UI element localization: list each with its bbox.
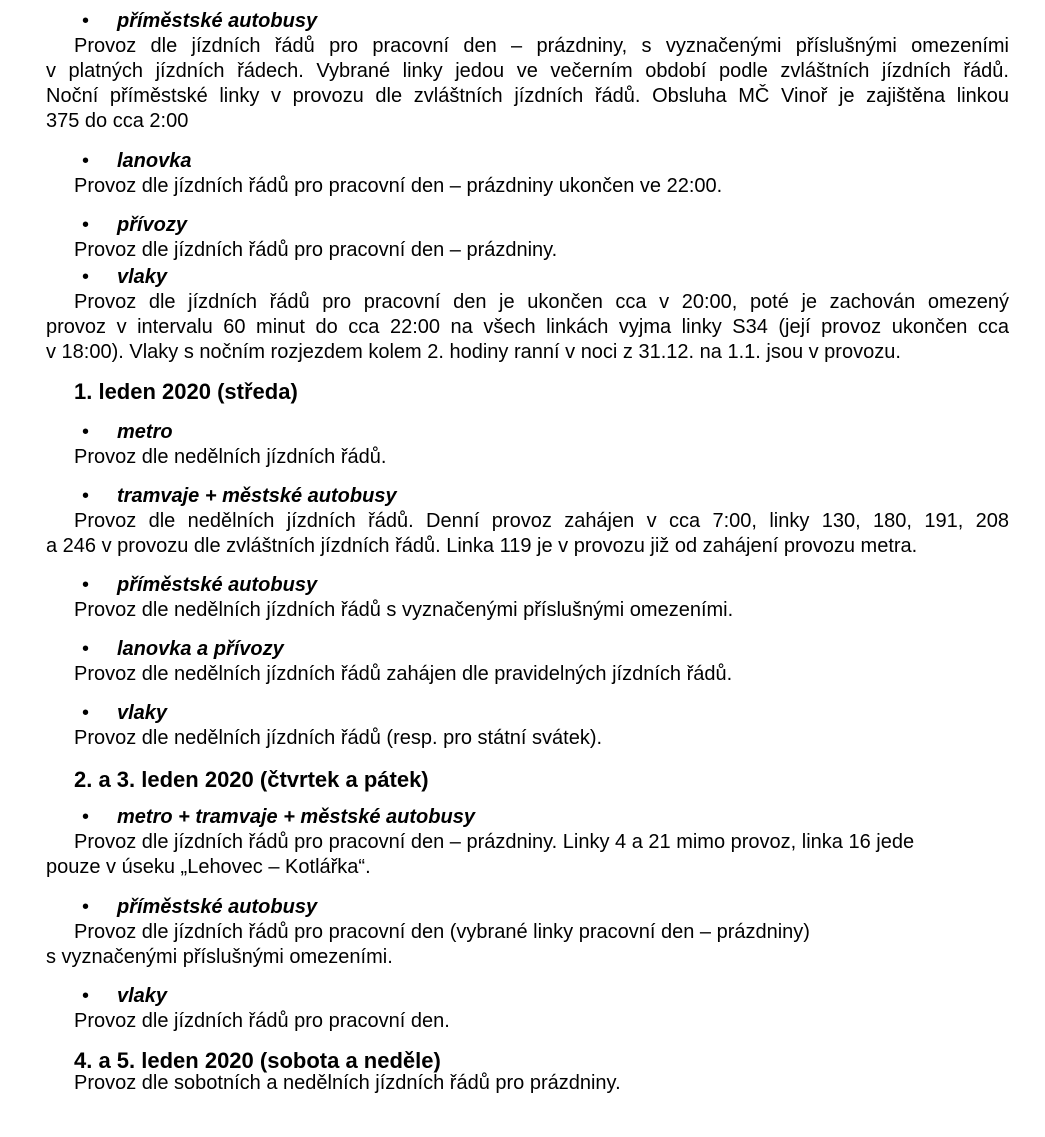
list-item (0, 420, 1045, 444)
list-item (0, 701, 1045, 725)
paragraph-line: 375 do cca 2:00 (46, 110, 189, 132)
list-item (0, 149, 1045, 173)
paragraph-line: Provoz dle jízdních řádů pro pracovní den (vybrané linky pracovní den – prázdniny) (74, 921, 810, 943)
bullet-icon: • (82, 421, 90, 443)
bullet-icon: • (82, 214, 90, 236)
bullet-icon: • (82, 266, 90, 288)
list-item (0, 805, 1045, 829)
paragraph-line: Provoz dle jízdních řádů pro pracovní den – prázdniny. Linky 4 a 21 mimo provoz, linka 16 jede (74, 831, 915, 853)
bullet-icon: • (82, 806, 90, 828)
list-item (0, 984, 1045, 1008)
paragraph-line: Provoz dle jízdních řádů pro pracovní den. (74, 1010, 450, 1032)
list-item-label: metro + tramvaje + městské autobusy (117, 806, 475, 828)
paragraph-line: a 246 v provozu dle zvláštních jízdních řádů. Linka 119 je v provozu již od zahájení provozu metra. (46, 535, 918, 557)
paragraph-line: Provoz dle nedělních jízdních řádů zahájen dle pravidelných jízdních řádů. (74, 663, 733, 685)
list-item-label: tramvaje + městské autobusy (117, 485, 397, 507)
list-item-label: přívozy (117, 214, 188, 236)
list-item (0, 265, 1045, 289)
paragraph-line: pouze v úseku „Lehovec – Kotlářka“. (46, 856, 371, 878)
list-item-label: vlaky (117, 702, 168, 724)
list-item (0, 484, 1045, 508)
paragraph-line: Provoz dle nedělních jízdních řádů. (74, 446, 387, 468)
paragraph-line: Provoz dle nedělních jízdních řádů (resp. pro státní svátek). (74, 727, 603, 749)
list-item-label: metro (117, 421, 173, 443)
paragraph-line: Provoz dle sobotních a nedělních jízdních řádů pro prázdniny. (74, 1072, 621, 1094)
paragraph-line: Noční příměstské linky v provozu dle zvláštních jízdních řádů. Obsluha MČ Vinoř je zajištěna linkou (46, 85, 1009, 107)
section-heading: 1. leden 2020 (středa) (74, 379, 298, 404)
paragraph-line: Provoz dle jízdních řádů pro pracovní den – prázdniny ukončen ve 22:00. (74, 175, 723, 197)
list-item-label: lanovka a přívozy (117, 638, 284, 660)
bullet-icon: • (82, 485, 90, 507)
paragraph-line: v 18:00). Vlaky s nočním rozjezdem kolem 2. hodiny ranní v noci z 31.12. na 1.1. jsou v provozu. (46, 341, 901, 363)
section-heading: 2. a 3. leden 2020 (čtvrtek a pátek) (74, 767, 429, 792)
bullet-icon: • (82, 574, 90, 596)
list-item-label: vlaky (117, 266, 168, 288)
bullet-icon: • (82, 702, 90, 724)
list-item-label: příměstské autobusy (117, 10, 318, 32)
paragraph-line: Provoz dle jízdních řádů pro pracovní den je ukončen cca v 20:00, poté je zachován omezený (74, 291, 1009, 313)
list-item (0, 573, 1045, 597)
list-item-label: příměstské autobusy (117, 896, 318, 918)
list-item (0, 9, 1045, 33)
paragraph-line: provoz v intervalu 60 minut do cca 22:00 na všech linkách vyjma linky S34 (její provoz ukončen cca (46, 316, 1009, 338)
bullet-icon: • (82, 10, 90, 32)
list-item (0, 895, 1045, 919)
paragraph-line: Provoz dle jízdních řádů pro pracovní den – prázdniny. (74, 239, 558, 261)
list-item-label: příměstské autobusy (117, 574, 318, 596)
paragraph-line: Provoz dle jízdních řádů pro pracovní den – prázdniny, s vyznačenými příslušnými omezeními (74, 35, 1009, 57)
list-item-label: lanovka (117, 150, 192, 172)
paragraph-line: v platných jízdních řádech. Vybrané linky jedou ve večerním období podle zvláštních jízdních řádů. (46, 60, 1009, 82)
section-heading: 4. a 5. leden 2020 (sobota a neděle) (74, 1048, 441, 1073)
bullet-icon: • (82, 896, 90, 918)
list-item (0, 637, 1045, 661)
bullet-icon: • (82, 985, 90, 1007)
paragraph-line: Provoz dle nedělních jízdních řádů s vyznačenými příslušnými omezeními. (74, 599, 734, 621)
list-item (0, 213, 1045, 237)
bullet-icon: • (82, 638, 90, 660)
paragraph-line: Provoz dle nedělních jízdních řádů. Denní provoz zahájen v cca 7:00, linky 130, 180, 191, 208 (74, 510, 1009, 532)
paragraph-line: s vyznačenými příslušnými omezeními. (46, 946, 393, 968)
list-item-label: vlaky (117, 985, 168, 1007)
bullet-icon: • (82, 150, 90, 172)
